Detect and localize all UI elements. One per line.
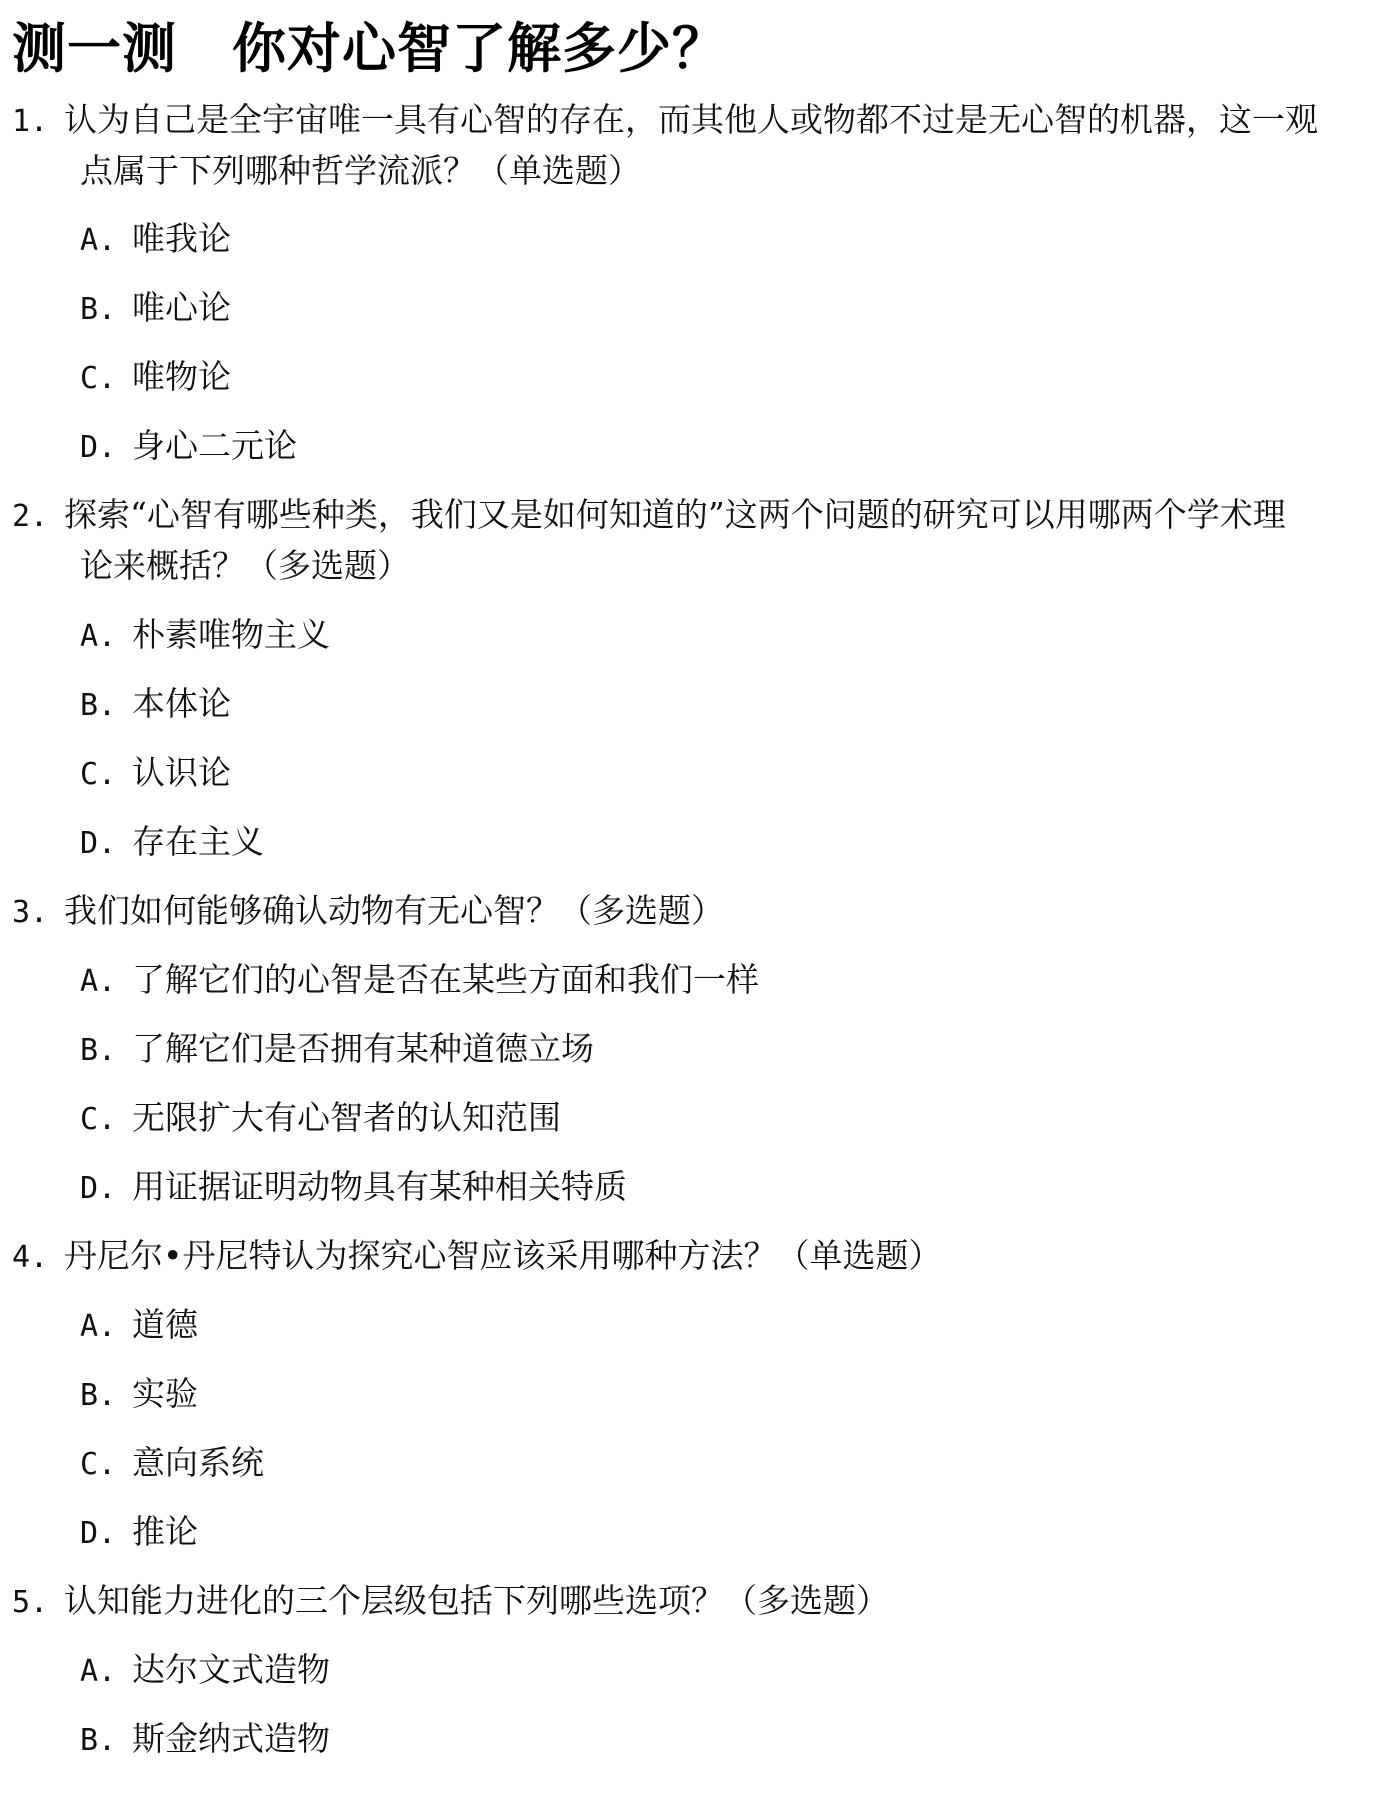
question-2-line-1 (12, 490, 1286, 542)
question-3-option-b (80, 1024, 594, 1076)
option-text: 朴素唯物主义 (132, 615, 330, 654)
question-4-option-a (80, 1300, 198, 1352)
question-text: 探索“心智有哪些种类，我们又是如何知道的”这两个问题的研究可以用哪两个学术理 (64, 495, 1286, 534)
question-2-option-d (80, 817, 264, 869)
option-text: 唯我论 (132, 219, 231, 258)
option-letter: C. (80, 361, 117, 396)
option-letter: C. (80, 757, 117, 792)
question-text: 丹尼尔•丹尼特认为探究心智应该采用哪种方法？（单选题） (64, 1236, 942, 1275)
question-2-option-c (80, 748, 231, 800)
question-number: 1. (12, 104, 49, 139)
option-letter: A. (80, 1309, 117, 1344)
question-number: 3. (12, 895, 49, 930)
question-1-line-1 (12, 95, 1318, 147)
question-text: 认为自己是全宇宙唯一具有心智的存在，而其他人或物都不过是无心智的机器，这一观 (64, 100, 1318, 139)
question-1-option-c (80, 352, 231, 404)
option-text: 实验 (132, 1374, 198, 1413)
option-letter: A. (80, 964, 117, 999)
question-text: 我们如何能够确认动物有无心智？（多选题） (64, 891, 724, 930)
option-text: 存在主义 (132, 822, 264, 861)
option-text: 了解它们是否拥有某种道德立场 (132, 1029, 594, 1068)
option-text: 无限扩大有心智者的认知范围 (132, 1098, 561, 1137)
option-text: 达尔文式造物 (132, 1650, 330, 1689)
question-5-line-1 (12, 1576, 889, 1628)
question-3-option-d (80, 1162, 627, 1214)
option-text: 道德 (132, 1305, 198, 1344)
option-letter: A. (80, 1654, 117, 1689)
option-text: 意向系统 (132, 1443, 264, 1482)
question-4-option-c (80, 1438, 264, 1490)
option-text: 认识论 (132, 753, 231, 792)
option-text: 本体论 (132, 684, 231, 723)
question-4-option-d (80, 1507, 198, 1559)
option-text: 唯心论 (132, 288, 231, 327)
option-letter: D. (80, 826, 117, 861)
question-3-option-c (80, 1093, 561, 1145)
question-number: 4. (12, 1240, 49, 1275)
question-4-option-b (80, 1369, 198, 1421)
option-text: 用证据证明动物具有某种相关特质 (132, 1167, 627, 1206)
option-text: 推论 (132, 1512, 198, 1551)
option-text: 身心二元论 (132, 426, 297, 465)
option-letter: D. (80, 430, 117, 465)
option-letter: B. (80, 1378, 117, 1413)
question-4-line-1 (12, 1231, 941, 1283)
question-number: 5. (12, 1585, 49, 1620)
question-2-option-b (80, 679, 231, 731)
option-letter: B. (80, 292, 117, 327)
question-3-line-1 (12, 886, 724, 938)
option-letter: B. (80, 688, 117, 723)
option-letter: B. (80, 1033, 117, 1068)
question-text: 认知能力进化的三个层级包括下列哪些选项？（多选题） (64, 1581, 889, 1620)
option-letter: C. (80, 1447, 117, 1482)
page-title: 测一测 你对心智了解多少？ (12, 17, 727, 80)
option-text: 斯金纳式造物 (132, 1719, 330, 1758)
question-5-option-b (80, 1714, 330, 1766)
option-text: 唯物论 (132, 357, 231, 396)
option-letter: A. (80, 619, 117, 654)
option-letter: A. (80, 223, 117, 258)
option-letter: B. (80, 1723, 117, 1758)
question-2-option-a (80, 610, 330, 662)
question-2-line-2: 论来概括？（多选题） (80, 546, 410, 585)
question-1-option-d (80, 421, 297, 473)
question-1-option-a (80, 214, 231, 266)
question-5-option-a (80, 1645, 330, 1697)
question-number: 2. (12, 499, 49, 534)
question-3-option-a (80, 955, 759, 1007)
option-letter: D. (80, 1516, 117, 1551)
question-1-option-b (80, 283, 231, 335)
question-1-line-2: 点属于下列哪种哲学流派？（单选题） (80, 151, 641, 190)
option-letter: D. (80, 1171, 117, 1206)
option-letter: C. (80, 1102, 117, 1137)
option-text: 了解它们的心智是否在某些方面和我们一样 (132, 960, 759, 999)
